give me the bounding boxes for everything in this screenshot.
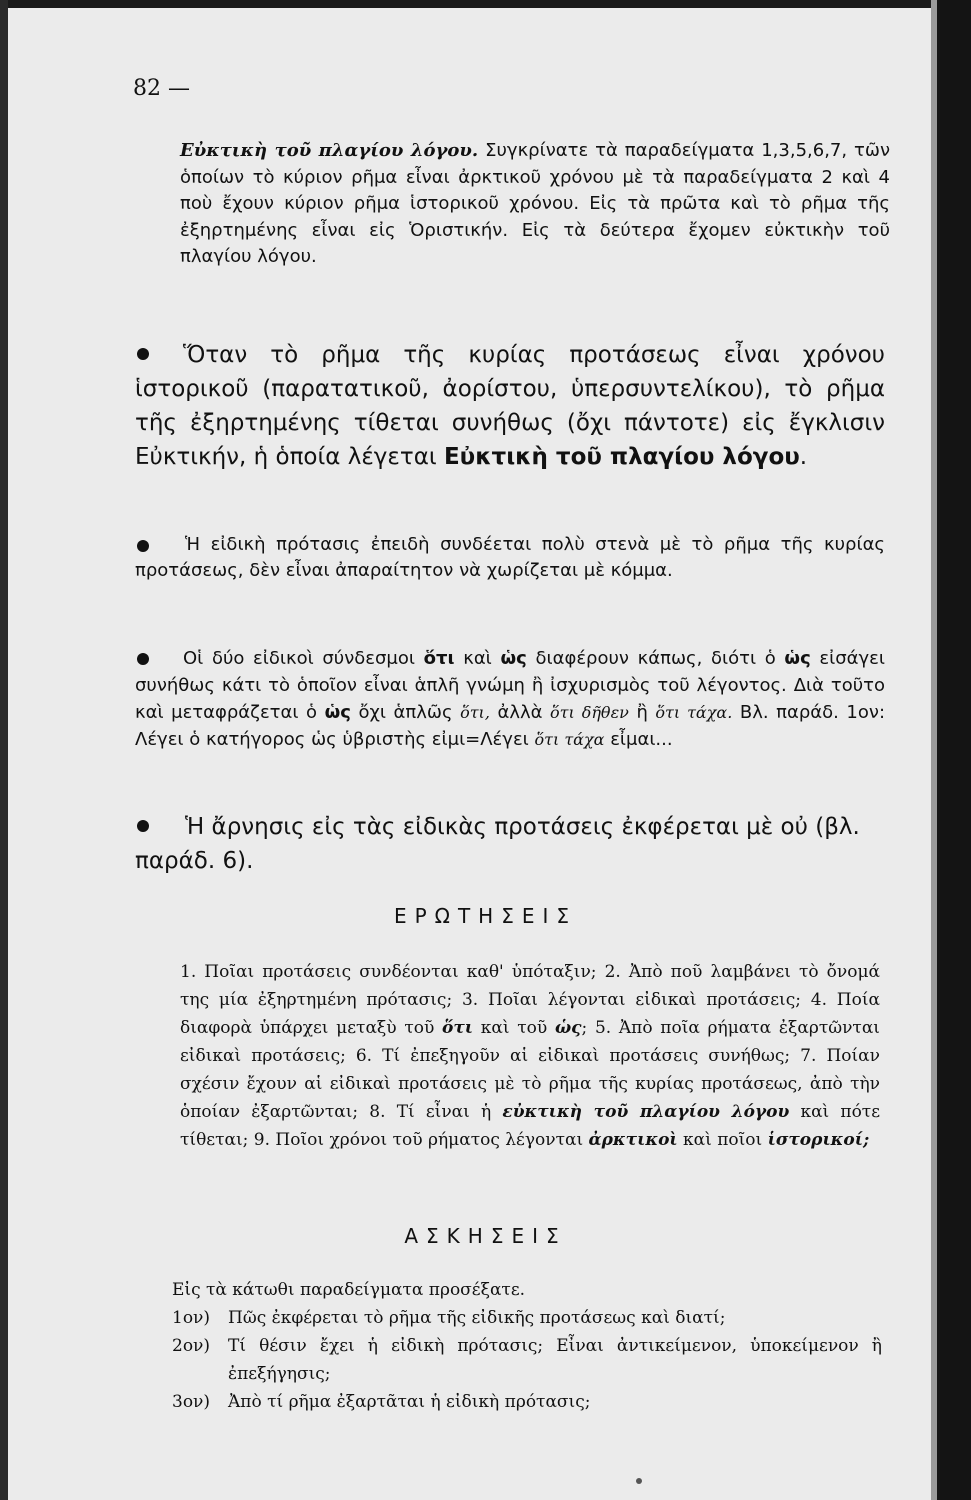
exercises-list bbox=[172, 1276, 882, 1416]
intro-paragraph bbox=[180, 138, 890, 271]
questions-heading: ΕΡΩΤΗΣΕΙΣ bbox=[393, 904, 578, 928]
exercise-number: 3ον) bbox=[172, 1392, 211, 1412]
intro-text: Συγκρίνατε τὰ παραδείγματα 1,3,5,6,7, τῶν ὁποίων τὸ κύριον ρῆμα εἶναι ἀρκτικοῦ χρόνου μὲ τὰ παραδείγματα 2 καὶ 4 ποὺ ἔχουν κύριον ρῆμα ἱστορικοῦ χρόνου. Εἰς τὰ πρῶτα καὶ τὸ ρῆμα τῆς ἐξηρτημένης εἶναι εἰς Ὁριστικήν. Εἰς τὰ δεύτερα ἔχομεν εὐκτικὴν τοῦ πλαγίου λόγου. bbox=[180, 140, 890, 267]
bullet-icon bbox=[137, 820, 149, 832]
exercise-item bbox=[172, 1332, 882, 1388]
page-edge-right bbox=[937, 0, 971, 1500]
rule-4-text: Ἡ ἄρνησις εἰς τὰς εἰδικὰς προτάσεις ἐκφέρεται μὲ οὐ (βλ. παράδ. 6). bbox=[135, 814, 860, 874]
rule-4 bbox=[135, 810, 885, 878]
questions-paragraph: 1. Ποῖαι προτάσεις συνδέονται καθ' ὑπόταξιν; 2. Ἀπὸ ποῦ λαμβάνει τὸ ὄνομά της μία ἐξηρτημένη πρότασις; 3. Ποῖαι λέγονται εἰδικαὶ προτάσεις; 4. Ποία διαφορὰ ὑπάρχει μεταξὺ τοῦ ὅτι καὶ τοῦ ὡς; 5. Ἀπὸ ποῖα ρήματα ἐξαρτῶνται εἰδικαὶ προτάσεις; 6. Τί ἐπεξηγοῦν αἱ εἰδικαὶ προτάσεις συνήθως; 7. Ποίαν σχέσιν ἔχουν αἱ εἰδικαὶ προτάσεις μὲ τὸ ρῆμα τῆς κυρίας προτάσεως, ἀπὸ τὴν ὁποίαν ἐξαρτῶνται; 8. Τί εἶναι ἡ εὐκτικὴ τοῦ πλαγίου λόγου καὶ πότε τίθεται; 9. Ποῖοι χρόνοι τοῦ ρήματος λέγονται ἀρκτικοὶ καὶ ποῖοι ἱστορικοί; bbox=[180, 962, 881, 1150]
exercise-number: 1ον) bbox=[172, 1308, 211, 1328]
intro-lead: Εὐκτικὴ τοῦ πλαγίου λόγου. bbox=[180, 140, 479, 161]
rule-1-text: Ὅταν τὸ ρῆμα τῆς κυρίας προτάσεως εἶναι χρόνου ἱστορικοῦ (παρατατικοῦ, ἀορίστου, ὑπερσυντελίκου), τὸ ρῆμα τῆς ἐξηρτημένης τίθεται συνήθως (ὄχι πάντοτε) εἰς ἔγκλισιν Εὐκτικήν, ἡ ὁποία λέγεται bbox=[135, 342, 885, 470]
page-edge-left bbox=[0, 0, 8, 1500]
rule-1 bbox=[135, 338, 885, 474]
exercises-heading: ΑΣΚΗΣΕΙΣ bbox=[404, 1224, 567, 1248]
bullet-icon bbox=[137, 540, 149, 552]
exercise-number: 2ον) bbox=[172, 1336, 211, 1356]
rule-3-text: Οἱ δύο εἰδικοὶ σύνδεσμοι ὅτι καὶ ὡς διαφέρουν κάπως, διότι ὁ ὡς εἰσάγει συνήθως κάτι τὸ ὁποῖον εἶναι ἁπλῆ γνώμη ἢ ἰσχυρισμὸς τοῦ λέγοντος. Διὰ τοῦτο καὶ μεταφράζεται ὁ ὡς ὄχι ἁπλῶς ὅτι, ἀλλὰ ὅτι δῆθεν ἢ ὅτι τάχα. Βλ. παράδ. 1ον: Λέγει ὁ κατήγορος ὡς ὑβριστὴς εἰμι=Λέγει ὅτι τάχα εἶμαι... bbox=[135, 648, 886, 750]
rule-2 bbox=[135, 532, 885, 584]
exercise-text: Τί θέσιν ἔχει ἡ εἰδικὴ πρότασις; Εἶναι ἀντικείμενον, ὑποκείμενον ἢ ἐπεξήγησις; bbox=[228, 1336, 882, 1384]
bullet-icon bbox=[137, 348, 149, 360]
exercise-text: Ἀπὸ τί ρῆμα ἐξαρτᾶται ἡ εἰδικὴ πρότασις; bbox=[228, 1392, 591, 1412]
exercise-item bbox=[172, 1304, 882, 1332]
rule-1-bold: Εὐκτικὴ τοῦ πλαγίου λόγου bbox=[443, 444, 800, 470]
page-number: 82 — bbox=[133, 76, 190, 101]
rule-1-end: . bbox=[799, 444, 808, 470]
bullet-icon bbox=[137, 653, 149, 665]
rule-2-text: Ἡ εἰδικὴ πρότασις ἐπειδὴ συνδέεται πολὺ στενὰ μὲ τὸ ρῆμα τῆς κυρίας προτάσεως, δὲν εἶναι ἀπαραίτητον νὰ χωρίζεται μὲ κόμμα. bbox=[135, 534, 885, 581]
rule-3 bbox=[135, 645, 885, 753]
page-edge-top bbox=[0, 0, 971, 8]
exercise-item bbox=[172, 1388, 882, 1416]
exercise-text: Πῶς ἐκφέρεται τὸ ρῆμα τῆς εἰδικῆς προτάσεως καὶ διατί; bbox=[228, 1308, 726, 1328]
print-speck bbox=[636, 1478, 642, 1484]
exercises-intro: Εἰς τὰ κάτωθι παραδείγματα προσέξατε. bbox=[172, 1280, 526, 1300]
